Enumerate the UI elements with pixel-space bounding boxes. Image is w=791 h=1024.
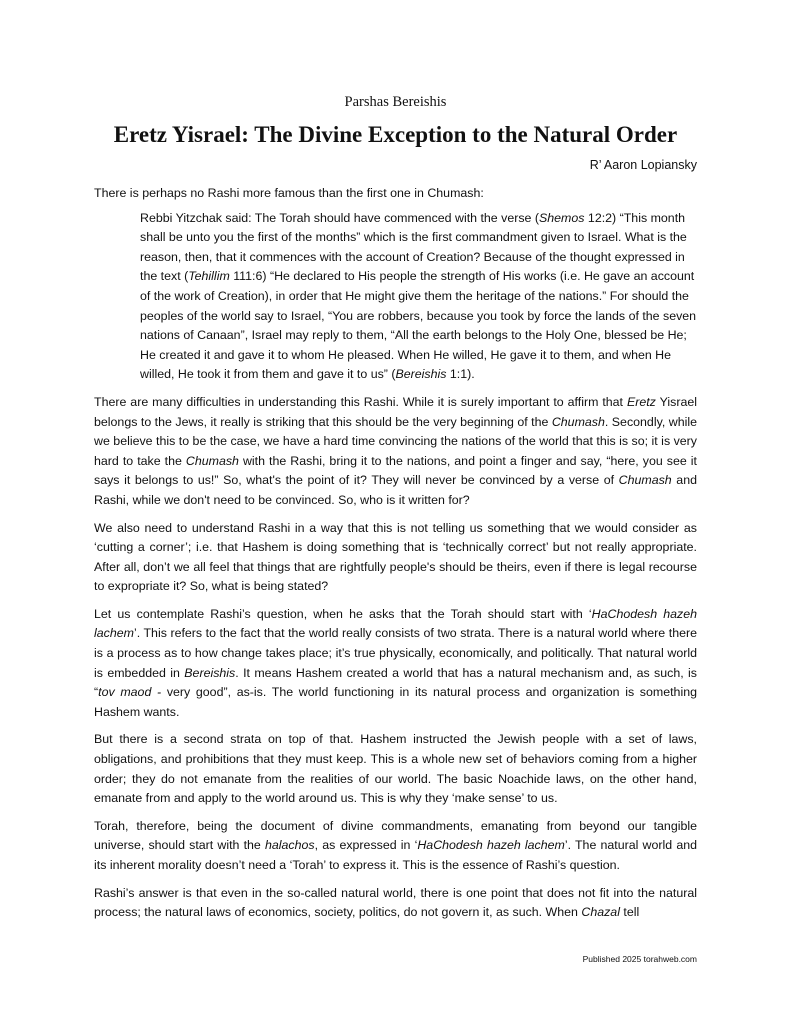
italic-text-run: Tehillim [188,269,230,284]
text-run: Torah, therefore, being the document of divine commandments, emanating from beyond our tangible universe, should start with the [94,818,697,853]
italic-text-run: Bereishis [184,665,236,680]
italic-text-run: tov maod - [98,685,162,700]
text-run: 12:2) “This month shall be unto you the first of the months” which is the first commandment given to Israel. What is the reason, then, that it commences with the account of Creation? Because of the thought expressed in the text ( [140,210,687,284]
italic-text-run: Eretz [626,394,656,409]
text-run: ’. This refers to the fact that the world really consists of two strata. There is a natural world where there is a process as to how change takes place; it’s true physically, economically, and politically. That natural world is embedded in [94,626,697,680]
body-paragraph-6 [94,884,697,923]
body-paragraph-2 [94,519,697,597]
italic-text-run: Bereishis [395,367,447,382]
italic-text-run: Chazal [581,905,620,920]
publication-footer: Published 2025 torahweb.com [582,954,697,964]
text-run: , as expressed in ‘ [314,838,418,853]
parsha-heading: Parshas Bereishis [344,94,447,110]
body-paragraph-4 [94,730,697,808]
text-run: with the Rashi, bring it to the nations, and point a finger and say, “here, you see it says it belongs to us!” So, what's the point of it? They will never be convinced by a verse of [94,453,697,488]
text-run: 111:6) “He declared to His people the strength of His works (i.e. He gave an account of the work of Creation), in order that He might give them the heritage of the nations.” For should the peoples of the world say to Israel, “You are robbers, because you took by force the lands of the seven nations of Canaan”, Israel may reply to them, “All the earth belongs to the Holy One, blessed be He; He created it and gave it to whom He pleased. When He willed, He gave it to them, and when He willed, He took it from them and gave it to us” ( [140,269,697,382]
body-paragraph-1 [94,393,697,511]
text-run: There are many difficulties in understanding this Rashi. While it is surely important to affirm that [94,394,627,409]
text-run: But there is a second strata on top of that. Hashem instructed the Jewish people with a set of laws, obligations, and prohibitions that they must keep. This is a whole new set of behaviors coming from a higher order; they do not emanate from the realities of our world. The basic Noachide laws, on the other hand, emanate from and apply to the world around us. This is why they ‘make sense’ to us. [94,732,697,806]
text-run: . It means Hashem created a world that has a natural mechanism and, as such, is “ [94,665,697,700]
text-run: very good”, as-is. The world functioning in its natural process and organization is something Hashem wants. [94,685,697,719]
italic-text-run: HaChodesh hazeh lachem [94,606,698,641]
text-run: Rebbi Yitzchak said: The Torah should have commenced with the verse ( [140,210,540,225]
author-byline: R’ Aaron Lopiansky [589,158,697,172]
text-run: ’. The natural world and its inherent morality doesn’t need a ‘Torah’ to express it. This is the essence of Rashi’s question. [94,838,698,872]
italic-text-run: Shemos [539,210,585,225]
italic-text-run: Chumash [618,473,672,488]
italic-text-run: Chumash [185,453,239,468]
page-title: Eretz Yisrael: The Divine Exception to the Natural Order [113,122,678,147]
text-run: We also need to understand Rashi in a way that this is not telling us something that we would consider as ‘cutting a corner’; i.e. that Hashem is doing something that is ‘technically correct’ but not really appropriate. After all, don’t we all feel that things that are rightfully people's should be theirs, even if there is legal recourse to expropriate it? So, what is being stated? [94,520,697,594]
text-run: Yisrael belongs to the Jews, it really is striking that this should be the very beginning of the [94,394,698,429]
text-run: tell [619,905,640,920]
body-paragraph-3 [94,605,697,723]
text-run: . Secondly, while we believe this to be the case, we have a hard time convincing the nations of the world that this is so; it is very hard to take the [94,414,697,468]
italic-text-run: Chumash [551,414,605,429]
text-run: Let us contemplate Rashi’s question, when he asks that the Torah should start with ‘ [94,606,592,621]
text-run: Rashi’s answer is that even in the so-called natural world, there is one point that does not fit into the natural process; the natural laws of economics, society, politics, do not govern it, as such. When [94,885,697,920]
italic-text-run: HaChodesh hazeh lachem [417,838,565,853]
text-run: and Rashi, while we don't need to be convinced. So, who is it written for? [94,473,697,507]
text-run: 1:1). [446,367,475,382]
intro-paragraph: There is perhaps no Rashi more famous than the first one in Chumash: [94,186,484,200]
italic-text-run: halachos [264,838,315,853]
body-paragraph-5 [94,817,697,876]
rashi-quote-block [140,209,697,385]
